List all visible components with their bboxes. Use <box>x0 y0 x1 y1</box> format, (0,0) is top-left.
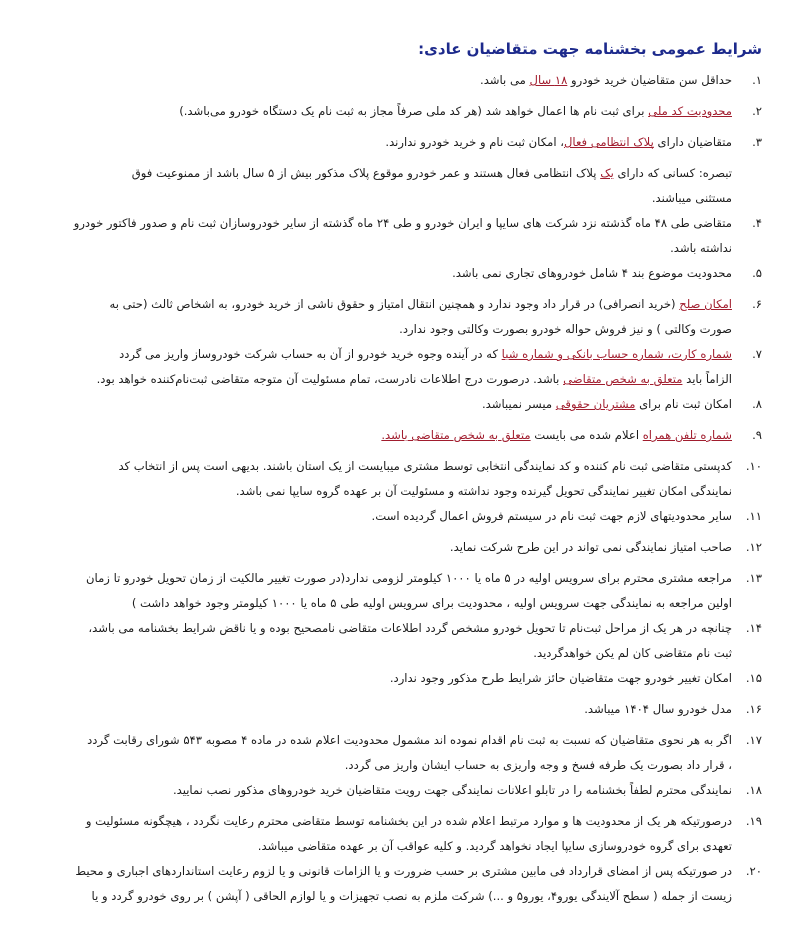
item-line <box>34 392 732 417</box>
item-line <box>34 99 732 124</box>
item-text: که در آینده وجوه خرید خودرو از آن به حساب شرکت خودروساز واریز می گردد <box>119 347 502 361</box>
item-line <box>34 697 732 722</box>
list-item <box>34 616 762 666</box>
item-text: حداقل سن متقاضیان خرید خودرو <box>567 73 732 87</box>
item-number: ۱۵. <box>745 671 762 685</box>
list-item <box>34 261 762 286</box>
item-text: صاحب امتیاز نمایندگی نمی تواند در این طرح شرکت نماید. <box>449 540 732 554</box>
list-item <box>34 504 762 529</box>
item-body <box>34 423 732 448</box>
item-body <box>34 697 732 722</box>
item-number: ۲. <box>752 104 762 118</box>
highlighted-text: پلاک انتظامی فعال <box>563 135 654 149</box>
list-item <box>34 728 762 778</box>
item-number: ۸. <box>752 397 762 411</box>
item-text: محدودیت موضوع بند ۴ شامل خودروهای تجاری نمی باشد. <box>452 266 732 280</box>
item-number: ۵. <box>752 266 762 280</box>
item-number: ۱۱. <box>745 509 762 523</box>
item-text: متقاضی طی ۴۸ ماه گذشته نزد شرکت های سایپا و ایران خودرو و طی ۲۴ ماه گذشته از سایر خودروسازان ثبت نام و صدور فاکتور خودرو <box>73 216 732 230</box>
item-number: ۱۸. <box>745 783 762 797</box>
item-line <box>34 778 732 803</box>
item-text: ، قرار داد بصورت یک طرفه فسخ و وجه واریزی به حساب ایشان واریز می گردد. <box>344 758 732 772</box>
item-body <box>34 535 732 560</box>
item-line <box>34 666 732 691</box>
item-body <box>34 211 732 261</box>
item-line <box>34 367 732 392</box>
item-line <box>34 211 732 236</box>
list-item <box>34 535 762 560</box>
list-item <box>34 666 762 691</box>
item-body <box>34 728 732 778</box>
item-number: ۲۰. <box>745 864 762 878</box>
item-number: ۷. <box>752 347 762 361</box>
item-line <box>34 884 732 909</box>
item-number: ۱. <box>752 73 762 87</box>
item-number: ۶. <box>752 297 762 311</box>
item-text: متقاضیان دارای <box>653 135 732 149</box>
item-number: ۱۶. <box>745 702 762 716</box>
item-number: ۱۳. <box>745 571 762 585</box>
item-text: (خرید انصرافی) در قرار داد وجود ندارد و همچنین انتقال امتیاز و حقوق ناشی از خرید خودرو، به اشخاص ثالث (حتی به <box>109 297 680 311</box>
highlighted-text: متعلق به شخص متقاضی باشد. <box>381 428 531 442</box>
item-line <box>34 423 732 448</box>
item-text: نداشته باشد. <box>670 241 732 255</box>
conditions-list <box>34 68 762 909</box>
list-item <box>34 342 762 392</box>
item-number: ۱۲. <box>745 540 762 554</box>
item-text: اگر به هر نحوی متقاضیان که نسبت به ثبت نام اقدام نموده اند مشمول محدودیت اعلام شده در ماده ۴ مصوبه ۵۴۳ شورای رقابت گردد <box>87 733 732 747</box>
item-text: نمایندگی امکان تغییر نمایندگی تحویل گیرنده وجود نداشته و مسئولیت آن بر عهده گروه سایپا نمی باشد. <box>235 484 732 498</box>
item-text: میسر نمیباشد. <box>482 397 556 411</box>
item-line <box>34 186 732 211</box>
item-line <box>34 504 732 529</box>
item-text: در صورتیکه پس از امضای قرارداد فی مابین مشتری بر حسب ضرورت و یا الزامات قانونی و یا لزوم رعایت استانداردهای اجباری و محیط <box>75 864 732 878</box>
list-item <box>34 99 762 124</box>
item-text: سایر محدودیتهای لازم جهت ثبت نام در سیستم فروش اعمال گردیده است. <box>371 509 732 523</box>
item-number: ۳. <box>752 135 762 149</box>
highlighted-text: شماره تلفن همراه <box>642 428 732 442</box>
highlighted-text: امکان صلح <box>679 297 732 311</box>
item-text: تعهدی برای گروه خودروسازی سایپا ایجاد نخواهد گردید. و کلیه عواقب آن بر عهده متقاضی میباشد. <box>257 839 732 853</box>
item-body <box>34 666 732 691</box>
item-body <box>34 859 732 909</box>
item-body <box>34 292 732 342</box>
item-text: پلاک انتظامی فعال هستند و عمر خودرو موقوع پلاک مذکور بیش از ۵ سال باشد از ممنوعیت فوق <box>131 166 601 180</box>
document-title: شرایط عمومی بخشنامه جهت متقاضیان عادی: <box>418 40 762 58</box>
item-line <box>34 728 732 753</box>
list-item <box>34 423 762 448</box>
item-text: ثبت نام متقاضی کان لم یکن خواهدگردید. <box>533 646 732 660</box>
item-line <box>34 834 732 859</box>
item-line <box>34 317 732 342</box>
list-item <box>34 211 762 261</box>
item-line <box>34 641 732 666</box>
item-text: باشد. درصورت درج اطلاعات نادرست، تمام مسئولیت آن متوجه متقاضی ثبت‌نام‌کننده خواهد بود. <box>96 372 564 386</box>
item-text: چنانچه در هر یک از مراحل ثبت‌نام تا تحویل خودرو مشخص گردد اطلاعات متقاضی نامصحیح بوده و یا ناقض شرایط بخشنامه می باشد، <box>88 621 732 635</box>
item-line <box>34 236 732 261</box>
highlighted-text: مشتریان حقوقی <box>555 397 636 411</box>
item-text: برای ثبت نام ها اعمال خواهد شد (هر کد ملی صرفاً مجاز به ثبت نام یک دستگاه خودرو می‌باشد.) <box>179 104 649 118</box>
item-line <box>34 591 732 616</box>
item-text: درصورتیکه هر یک از محدودیت ها و موارد مرتبط اعلام شده در این بخشنامه توسط متقاضی محترم رعایت نگردد ، هیچگونه مسئولیت و <box>85 814 732 828</box>
list-item <box>34 859 762 909</box>
item-number: ۱۴. <box>745 621 762 635</box>
list-item <box>34 292 762 342</box>
item-number: ۴. <box>752 216 762 230</box>
item-text: اعلام شده می بایست <box>530 428 643 442</box>
item-line <box>34 130 732 155</box>
item-line <box>34 535 732 560</box>
item-body <box>34 130 732 155</box>
item-line <box>34 859 732 884</box>
item-number: ۱۷. <box>745 733 762 747</box>
item-body <box>34 454 732 504</box>
list-item <box>34 809 762 859</box>
item-body <box>34 392 732 417</box>
list-item <box>34 130 762 155</box>
item-text: کدپستی متقاضی ثبت نام کننده و کد نمایندگی انتخابی توسط مشتری میبایست از یک استان باشند. بدیهی است پس از انتخاب کد <box>118 459 732 473</box>
item-body <box>34 616 732 666</box>
highlighted-text: یک <box>600 166 614 180</box>
item-body <box>34 261 732 286</box>
item-body <box>34 504 732 529</box>
highlighted-text: محدودیت کد ملی <box>648 104 732 118</box>
highlighted-text: ۱۸ سال <box>529 73 568 87</box>
item-text: مدل خودرو سال ۱۴۰۴ میباشد. <box>584 702 732 716</box>
item-line <box>34 292 732 317</box>
item-number: ۹. <box>752 428 762 442</box>
item-text: الزاماً باید <box>682 372 732 386</box>
item-line <box>34 809 732 834</box>
list-item <box>34 454 762 504</box>
list-item <box>34 778 762 803</box>
list-item <box>34 697 762 722</box>
item-text: مستثنی میباشند. <box>651 191 732 205</box>
item-line <box>34 454 732 479</box>
item-text: امکان ثبت نام برای <box>635 397 732 411</box>
item-line <box>34 566 732 591</box>
item-body <box>34 809 732 859</box>
list-item <box>34 68 762 93</box>
list-item <box>34 566 762 616</box>
item-body <box>34 342 732 392</box>
item-text: ، امکان ثبت نام و خرید خودرو ندارند. <box>385 135 564 149</box>
item-line <box>34 161 732 186</box>
item-text: اولین مراجعه به نمایندگی جهت سرویس اولیه ، محدودیت برای سرویس اولیه طی ۵ ماه یا ۱۰۰۰ کیلومتر وجود خواهد داشت ) <box>131 596 732 610</box>
highlighted-text: شماره کارت، شماره حساب بانکی و شماره شبا <box>501 347 732 361</box>
item-body <box>34 99 732 124</box>
item-line <box>34 616 732 641</box>
item-body <box>34 566 732 616</box>
item-text: زیست از جمله ( سطح آلایندگی یورو۴، یورو۵ و ...) شرکت ملزم به نصب تجهیزات و یا لوازم الحاقی ( آپشن ) بر روی خودرو گردد و یا <box>91 889 732 903</box>
item-text: می باشد. <box>480 73 530 87</box>
item-line <box>34 342 732 367</box>
item-line <box>34 68 732 93</box>
list-item <box>34 392 762 417</box>
item-text: مراجعه مشتری محترم برای سرویس اولیه در ۵ ماه یا ۱۰۰۰ کیلومتر لزومی ندارد(در صورت تغییر مالکیت از زمان تحویل خودرو تا زمان <box>86 571 732 585</box>
highlighted-text: متعلق به شخص متقاضی <box>563 372 683 386</box>
item-text: تبصره: کسانی که دارای <box>613 166 732 180</box>
item-body <box>34 778 732 803</box>
note-paragraph <box>34 161 762 211</box>
item-text: نمایندگی محترم لطفاً بخشنامه را در تابلو اعلانات نمایندگی جهت رویت متقاضیان خرید خودروهای مذکور نصب نمایید. <box>172 783 732 797</box>
item-number: ۱۹. <box>745 814 762 828</box>
item-line <box>34 753 732 778</box>
item-text: امکان تغییر خودرو جهت متقاضیان حائز شرایط طرح مذکور وجود ندارد. <box>389 671 732 685</box>
item-line <box>34 261 732 286</box>
item-text: صورت وکالتی ) و نیز فروش حواله خودرو بصورت وکالتی وجود ندارد. <box>399 322 732 336</box>
item-number: ۱۰. <box>745 459 762 473</box>
item-line <box>34 479 732 504</box>
item-body <box>34 68 732 93</box>
